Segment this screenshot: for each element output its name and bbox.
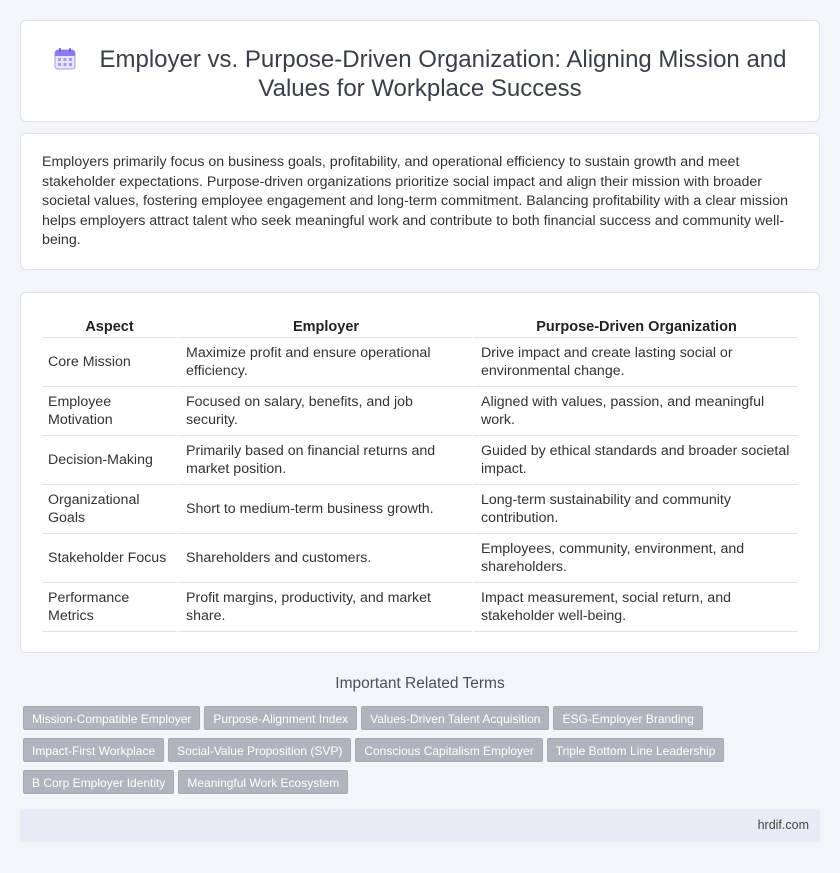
table-row [42,583,798,632]
row-aspect: Decision-Making [42,436,177,485]
page-title-text-1: Employer vs. Purpose-Driven Organization: Aligning Mission and [99,46,787,73]
title-card [20,20,820,122]
table-row [42,485,798,534]
row-employer: Primarily based on financial returns and market position. [177,436,472,485]
related-terms-title: Important Related Terms [335,675,505,692]
term-tag[interactable]: Triple Bottom Line Leadership [547,738,725,762]
term-tag[interactable]: ESG-Employer Branding [553,706,702,730]
row-purpose-driven: Employees, community, environment, and shareholders. [472,534,798,583]
comparison-table [42,316,798,632]
footer [20,809,820,842]
row-aspect: Employee Motivation [42,387,177,436]
row-aspect: Core Mission [42,338,177,387]
term-tag[interactable]: Impact-First Workplace [23,738,164,762]
related-terms-list [23,706,813,802]
intro-card [20,133,820,270]
comparison-card [20,292,820,653]
row-aspect: Organizational Goals [42,485,177,534]
row-employer: Profit margins, productivity, and market share. [177,583,472,632]
row-employer: Focused on salary, benefits, and job security. [177,387,472,436]
calendar-icon [54,48,76,70]
term-tag[interactable]: Purpose-Alignment Index [204,706,357,730]
header-aspect: Aspect [42,316,177,338]
row-purpose-driven: Drive impact and create lasting social or environmental change. [472,338,798,387]
page-title-line-2: Values for Workplace Success [258,75,582,102]
term-tag[interactable]: Conscious Capitalism Employer [355,738,542,762]
table-row [42,436,798,485]
table-row [42,338,798,387]
term-tag[interactable]: Social-Value Proposition (SVP) [168,738,351,762]
term-tag[interactable]: Values-Driven Talent Acquisition [361,706,549,730]
term-tag[interactable]: B Corp Employer Identity [23,770,174,794]
row-aspect: Performance Metrics [42,583,177,632]
row-purpose-driven: Guided by ethical standards and broader societal impact. [472,436,798,485]
intro-paragraph: Employers primarily focus on business goals, profitability, and operational efficiency to sustain growth and meet stakeholder expectations. Purpose-driven organizations prioritize social impact and align their mission with broader societal values, fostering employee engagement and long-term commitment. Balancing profitability with a clear mission helps employers attract talent who seek meaningful work and contribute to both financial success and community well-being. [42,154,788,248]
table-header-row [42,316,798,338]
term-tag[interactable]: Mission-Compatible Employer [23,706,200,730]
row-purpose-driven: Long-term sustainability and community contribution. [472,485,798,534]
page-title-line-1 [21,45,819,74]
table-row [42,534,798,583]
row-purpose-driven: Impact measurement, social return, and stakeholder well-being. [472,583,798,632]
row-purpose-driven: Aligned with values, passion, and meaningful work. [472,387,798,436]
header-purpose-driven: Purpose-Driven Organization [472,316,798,338]
row-aspect: Stakeholder Focus [42,534,177,583]
row-employer: Short to medium-term business growth. [177,485,472,534]
term-tag[interactable]: Meaningful Work Ecosystem [178,770,348,794]
row-employer: Shareholders and customers. [177,534,472,583]
header-employer: Employer [177,316,472,338]
page-title [21,45,819,103]
table-row [42,387,798,436]
footer-site[interactable]: hrdif.com [757,818,809,832]
row-employer: Maximize profit and ensure operational efficiency. [177,338,472,387]
